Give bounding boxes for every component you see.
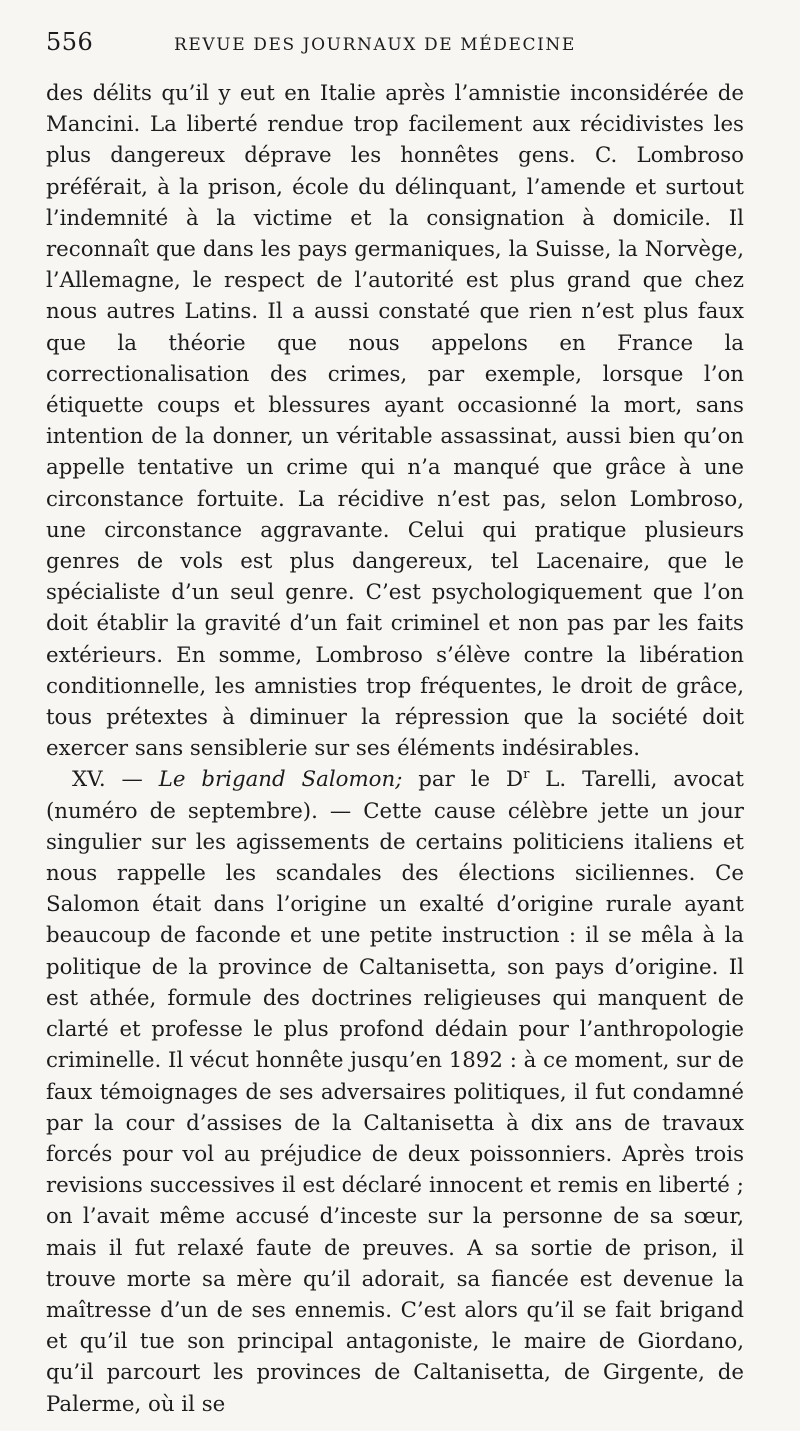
running-title: REVUE DES JOURNAUX DE MÉDECINE bbox=[174, 35, 576, 55]
running-head bbox=[46, 28, 744, 72]
page-number: 556 bbox=[46, 28, 94, 56]
paragraph-lombroso: des délits qu’il y eut en Italie après l’amnistie inconsidérée de Mancini. La liberté rendue trop facilement aux récidivistes les plus dangereux déprave les honnêtes gens. C. Lombroso préférait, à la prison, école du délinquant, l’amende et surtout l’indemnité à la victime et la consignation à domicile. Il reconnaît que dans les pays germaniques, la Suisse, la Norvège, l’Allemagne, le respect de l’autorité est plus grand que chez nous autres Latins. Il a aussi constaté que rien n’est plus faux que la théorie que nous appelons en France la correctionalisation des crimes, par exemple, lorsque l’on étiquette coups et blessures ayant occasionné la mort, sans intention de la donner, un véritable assassinat, aussi bien qu’on appelle tentative un crime qui n’a manqué que grâce à une circonstance fortuite. La récidive n’est pas, selon Lombroso, une circonstance aggravante. Celui qui pratique plusieurs genres de vols est plus dangereux, tel Lacenaire, que le spécialiste d’un seul genre. C’est psychologiquement que l’on doit établir la gravité d’un fait criminel et non pas par les faits extérieurs. En somme, Lombroso s’élève contre la libération conditionnelle, les amnisties trop fréquentes, le droit de grâce, tous prétextes à diminuer la répression que la société doit exercer sans sensiblerie sur ses éléments indésirables. bbox=[46, 81, 744, 762]
section-byline: par le D bbox=[402, 767, 524, 793]
section-xv-paragraph bbox=[46, 764, 744, 1419]
body-text bbox=[46, 78, 744, 1420]
doctor-superscript: r bbox=[523, 767, 530, 783]
section-text: L. Tarelli, avocat (numéro de septembre). — Cette cause célèbre jette un jour singulier sur les agissements de certains politiciens italiens et nous rappelle les scandales des élections siciliennes. Ce Salomon était dans l’origine un exalté d’origine rurale ayant beaucoup de faconde et une petite instruction : il se mêla à la politique de la province de Caltanisetta, son pays d’origine. Il est athée, formule des doctrines religieuses qui manquent de clarté et professe le plus profond dédain pour l’anthropologie criminelle. Il vécut honnête jusqu’en 1892 : à ce moment, sur de faux témoignages de ses adversaires politiques, il fut condamné par la cour d’assises de la Caltanisetta à dix ans de travaux forcés pour vol au préjudice de deux poissonniers. Après trois revisions successives il est déclaré innocent et remis en liberté ; on l’avait même accusé d’inceste sur la personne de sa sœur, mais il fut relaxé faute de preuves. A sa sortie de prison, il trouve morte sa mère qu’il adorait, sa fiancée est devenue la maîtresse d’un de ses ennemis. C’est alors qu’il se fait brigand et qu’il tue son principal antagoniste, le maire de Giordano, qu’il parcourt les provinces de Caltanisetta, de Girgente, de Palerme, où il se bbox=[46, 767, 744, 1417]
section-numeral: XV. — bbox=[72, 767, 159, 793]
section-title: Le brigand Salomon; bbox=[158, 767, 403, 793]
